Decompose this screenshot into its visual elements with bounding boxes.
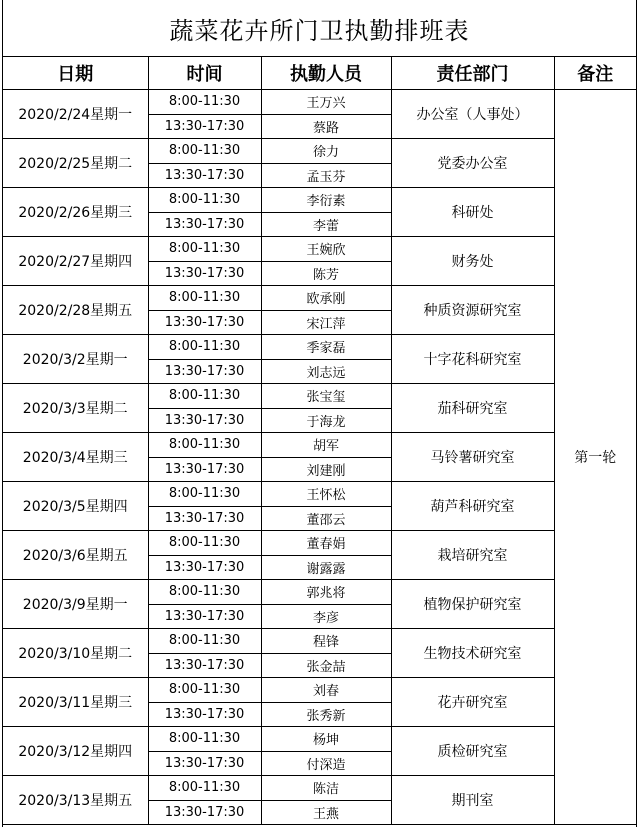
staff-cell: 郭兆将 [261, 580, 391, 605]
date-cell: 2020/3/10星期二 [3, 629, 148, 678]
dept-cell: 党委办公室 [391, 139, 554, 188]
time-cell: 13:30-17:30 [148, 408, 261, 433]
time-cell: 8:00-11:30 [148, 433, 261, 458]
date-cell: 2020/3/6星期五 [3, 531, 148, 580]
duty-schedule-table [3, 56, 636, 825]
staff-cell: 刘建刚 [261, 457, 391, 482]
dept-cell: 质检研究室 [391, 727, 554, 776]
time-cell: 13:30-17:30 [148, 653, 261, 678]
dept-cell: 花卉研究室 [391, 678, 554, 727]
time-cell: 8:00-11:30 [148, 580, 261, 605]
table-row [3, 433, 636, 458]
table-row [3, 678, 636, 703]
staff-cell: 杨坤 [261, 727, 391, 752]
staff-cell: 胡军 [261, 433, 391, 458]
staff-cell: 于海龙 [261, 408, 391, 433]
time-cell: 13:30-17:30 [148, 457, 261, 482]
table-row [3, 90, 636, 115]
header-time: 时间 [148, 57, 261, 90]
date-cell: 2020/3/4星期三 [3, 433, 148, 482]
table-header-row [3, 57, 636, 90]
staff-cell: 宋江萍 [261, 310, 391, 335]
dept-cell: 生物技术研究室 [391, 629, 554, 678]
date-cell: 2020/2/28星期五 [3, 286, 148, 335]
time-cell: 8:00-11:30 [148, 139, 261, 164]
table-row [3, 482, 636, 507]
table-row [3, 629, 636, 654]
staff-cell: 李蕾 [261, 212, 391, 237]
time-cell: 13:30-17:30 [148, 163, 261, 188]
dept-cell: 科研处 [391, 188, 554, 237]
table-body [3, 90, 636, 825]
dept-cell: 葫芦科研究室 [391, 482, 554, 531]
dept-cell: 办公室（人事处） [391, 90, 554, 139]
staff-cell: 王万兴 [261, 90, 391, 115]
staff-cell: 程锋 [261, 629, 391, 654]
table-row [3, 776, 636, 801]
date-cell: 2020/3/3星期二 [3, 384, 148, 433]
staff-cell: 刘志远 [261, 359, 391, 384]
date-cell: 2020/3/11星期三 [3, 678, 148, 727]
time-cell: 8:00-11:30 [148, 482, 261, 507]
time-cell: 8:00-11:30 [148, 90, 261, 115]
time-cell: 8:00-11:30 [148, 384, 261, 409]
dept-cell: 期刊室 [391, 776, 554, 825]
remark-cell: 第一轮 [554, 90, 636, 825]
time-cell: 13:30-17:30 [148, 800, 261, 825]
table-row [3, 237, 636, 262]
table-row [3, 580, 636, 605]
time-cell: 8:00-11:30 [148, 629, 261, 654]
time-cell: 13:30-17:30 [148, 604, 261, 629]
time-cell: 8:00-11:30 [148, 237, 261, 262]
time-cell: 13:30-17:30 [148, 261, 261, 286]
header-dept: 责任部门 [391, 57, 554, 90]
date-cell: 2020/3/12星期四 [3, 727, 148, 776]
staff-cell: 付深造 [261, 751, 391, 776]
time-cell: 8:00-11:30 [148, 531, 261, 556]
dept-cell: 栽培研究室 [391, 531, 554, 580]
staff-cell: 张宝玺 [261, 384, 391, 409]
staff-cell: 王怀松 [261, 482, 391, 507]
table-row [3, 139, 636, 164]
staff-cell: 张秀新 [261, 702, 391, 727]
table-row [3, 384, 636, 409]
header-remark: 备注 [554, 57, 636, 90]
staff-cell: 季家磊 [261, 335, 391, 360]
time-cell: 13:30-17:30 [148, 359, 261, 384]
time-cell: 8:00-11:30 [148, 286, 261, 311]
dept-cell: 茄科研究室 [391, 384, 554, 433]
time-cell: 8:00-11:30 [148, 678, 261, 703]
staff-cell: 孟玉芬 [261, 163, 391, 188]
time-cell: 13:30-17:30 [148, 310, 261, 335]
staff-cell: 王婉欣 [261, 237, 391, 262]
staff-cell: 陈洁 [261, 776, 391, 801]
staff-cell: 徐力 [261, 139, 391, 164]
staff-cell: 欧承刚 [261, 286, 391, 311]
staff-cell: 董邵云 [261, 506, 391, 531]
time-cell: 8:00-11:30 [148, 776, 261, 801]
table-row [3, 335, 636, 360]
table-row [3, 727, 636, 752]
staff-cell: 陈芳 [261, 261, 391, 286]
header-staff: 执勤人员 [261, 57, 391, 90]
dept-cell: 十字花科研究室 [391, 335, 554, 384]
time-cell: 13:30-17:30 [148, 506, 261, 531]
table-row [3, 531, 636, 556]
staff-cell: 谢露露 [261, 555, 391, 580]
staff-cell: 李衍素 [261, 188, 391, 213]
date-cell: 2020/2/27星期四 [3, 237, 148, 286]
time-cell: 8:00-11:30 [148, 188, 261, 213]
staff-cell: 张金喆 [261, 653, 391, 678]
time-cell: 13:30-17:30 [148, 212, 261, 237]
table-row [3, 286, 636, 311]
header-date: 日期 [3, 57, 148, 90]
dept-cell: 财务处 [391, 237, 554, 286]
time-cell: 13:30-17:30 [148, 702, 261, 727]
date-cell: 2020/3/5星期四 [3, 482, 148, 531]
date-cell: 2020/3/2星期一 [3, 335, 148, 384]
dept-cell: 植物保护研究室 [391, 580, 554, 629]
table-row [3, 188, 636, 213]
time-cell: 13:30-17:30 [148, 114, 261, 139]
date-cell: 2020/2/25星期二 [3, 139, 148, 188]
dept-cell: 种质资源研究室 [391, 286, 554, 335]
time-cell: 13:30-17:30 [148, 555, 261, 580]
staff-cell: 刘春 [261, 678, 391, 703]
time-cell: 8:00-11:30 [148, 335, 261, 360]
time-cell: 13:30-17:30 [148, 751, 261, 776]
dept-cell: 马铃薯研究室 [391, 433, 554, 482]
date-cell: 2020/3/9星期一 [3, 580, 148, 629]
page-title: 蔬菜花卉所门卫执勤排班表 [3, 0, 636, 57]
date-cell: 2020/2/24星期一 [3, 90, 148, 139]
staff-cell: 王燕 [261, 800, 391, 825]
staff-cell: 蔡路 [261, 114, 391, 139]
schedule-sheet [2, 0, 637, 827]
date-cell: 2020/2/26星期三 [3, 188, 148, 237]
time-cell: 8:00-11:30 [148, 727, 261, 752]
staff-cell: 董春娟 [261, 531, 391, 556]
staff-cell: 李彦 [261, 604, 391, 629]
date-cell: 2020/3/13星期五 [3, 776, 148, 825]
